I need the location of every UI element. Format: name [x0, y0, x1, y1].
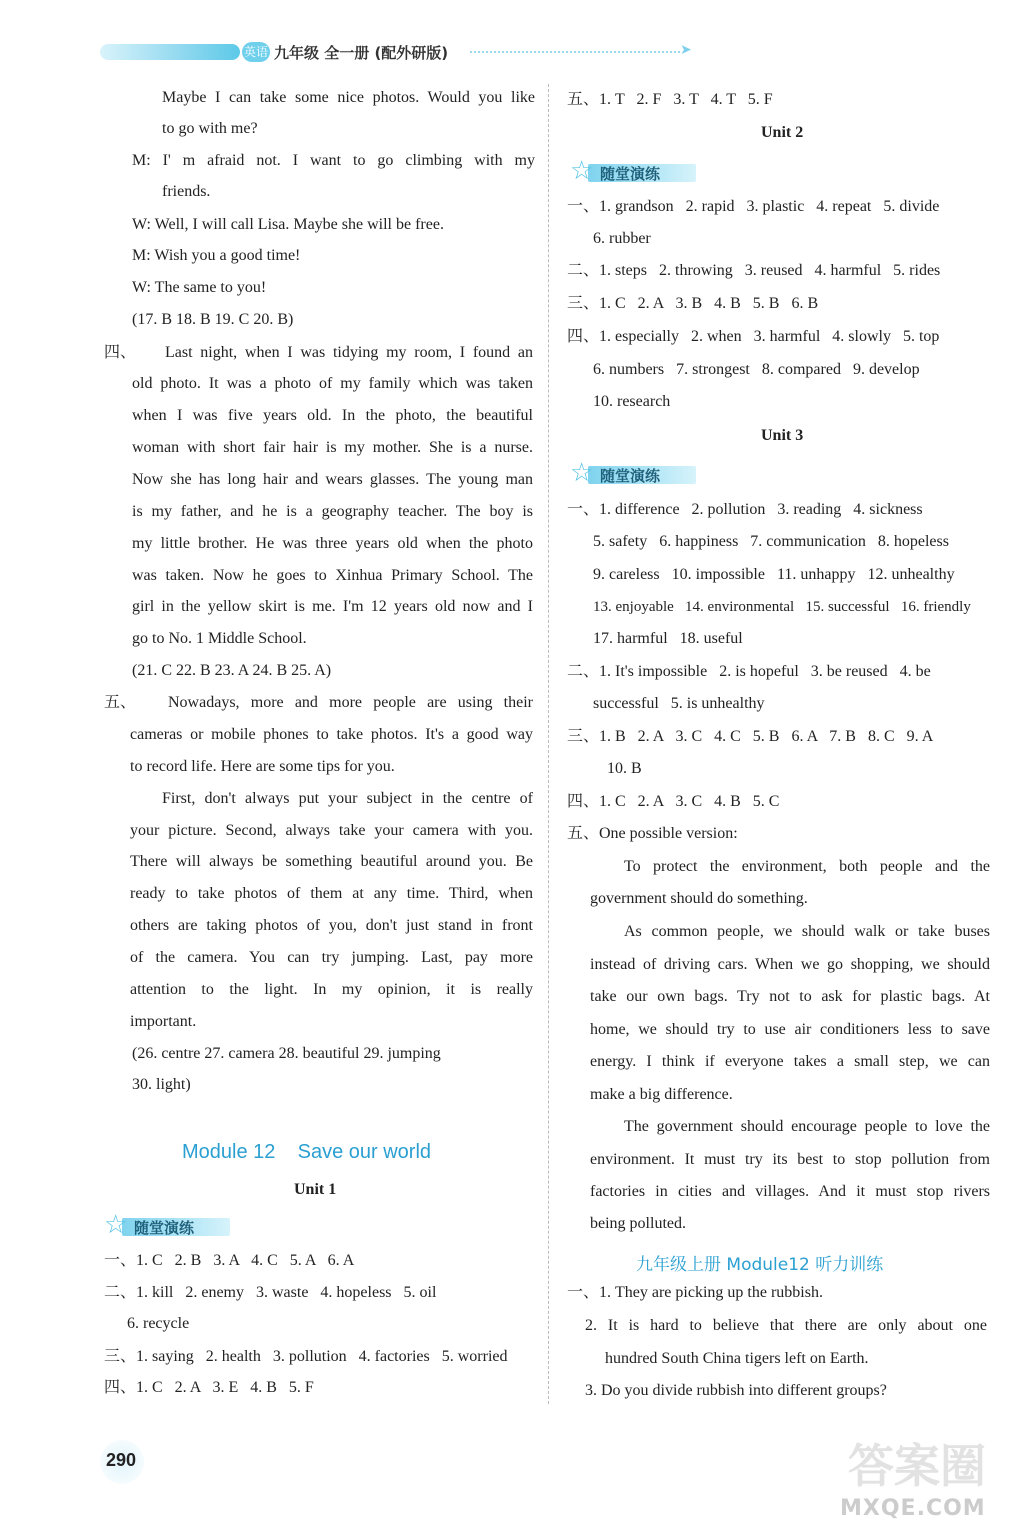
answer-line: 10. research	[593, 393, 671, 410]
header-decor-bar	[100, 44, 240, 60]
answer-line: 30. light)	[132, 1076, 191, 1093]
watermark-main: 答案圈	[848, 1439, 986, 1493]
answer-line: (21. C 22. B 23. A 24. B 25. A)	[132, 662, 332, 679]
passage-line: was taken. Now he goes to Xinhua Primary School. The	[132, 567, 533, 584]
answer-line: (17. B 18. B 19. C 20. B)	[132, 311, 294, 328]
answer-line: 10. B	[607, 760, 642, 777]
answer-line: 三、1. B 2. A 3. C 4. C 5. B 6. A 7. B 8. C 9. A	[567, 728, 934, 745]
practice-heading	[570, 158, 700, 186]
page-number: 290	[106, 1450, 137, 1470]
passage-line: to record life. Here are some tips for you.	[130, 758, 395, 775]
dialog-line: friends.	[162, 183, 211, 200]
dialog-line: to go with me?	[162, 120, 258, 137]
essay-line: home, we should try to use air conditioners less to save	[590, 1021, 990, 1038]
star-icon: ☆	[570, 458, 594, 488]
answer-line: 四、1. especially 2. when 3. harmful 4. slowly 5. top	[567, 328, 940, 345]
listening-line: 2. It is hard to believe that there are only about one	[585, 1317, 987, 1334]
practice-heading-label: 随堂演练	[600, 165, 661, 183]
passage-line: old photo. It was a photo of my family which was taken	[132, 375, 533, 392]
passage-line: woman with short fair hair is my mother. She is a nurse.	[132, 439, 533, 456]
passage-line: of the camera. You can try jumping. Last, pay more	[130, 949, 533, 966]
answer-line: 二、1. kill 2. enemy 3. waste 4. hopeless 5. oil	[104, 1284, 437, 1301]
essay-line: take our own bags. Try not to ask for plastic bags. At	[590, 988, 990, 1005]
passage-line: There will always be something beautiful around you. Be	[130, 853, 533, 870]
watermark-url: MXQE.COM	[840, 1496, 986, 1521]
listening-line: hundred South China tigers left on Earth.	[605, 1350, 869, 1367]
star-icon: ☆	[104, 1210, 128, 1240]
dialog-line: W: Well, I will call Lisa. Maybe she will be free.	[132, 216, 444, 233]
passage-line: others are taking photos of you, don't just stand in front	[130, 917, 533, 934]
answer-line: 三、1. saying 2. health 3. pollution 4. factories 5. worried	[104, 1348, 508, 1365]
dialog-line: M: I' m afraid not. I want to go climbing with my	[132, 152, 535, 169]
unit-heading: Unit 1	[294, 1181, 337, 1198]
practice-heading-label: 随堂演练	[134, 1219, 195, 1237]
star-icon: ☆	[570, 156, 594, 186]
essay-line: government should do something.	[590, 890, 808, 907]
page-header	[100, 38, 700, 68]
dialog-line: M: Wish you a good time!	[132, 247, 301, 264]
passage-line: go to No. 1 Middle School.	[132, 630, 307, 647]
answer-line: 四、1. C 2. A 3. C 4. B 5. C	[567, 793, 780, 810]
answer-line: 6. recycle	[127, 1315, 190, 1332]
essay-line: energy. I think if everyone takes a small step, we can	[590, 1053, 990, 1070]
practice-heading	[570, 460, 700, 488]
answer-line: 一、1. grandson 2. rapid 3. plastic 4. repeat 5. divide	[567, 198, 940, 215]
essay-line: factories in cities and villages. And it must stop rivers	[590, 1183, 990, 1200]
passage-line: Now she has long hair and wears glasses. The young man	[132, 471, 533, 488]
answer-line: 一、1. difference 2. pollution 3. reading 4. sickness	[567, 501, 923, 518]
passage-line: Last night, when I was tidying my room, I found an	[165, 344, 533, 361]
answer-line: 17. harmful 18. useful	[593, 630, 743, 647]
passage-line: your picture. Second, always take your camera with you.	[130, 822, 533, 839]
answer-line: 9. careless 10. impossible 11. unhappy 12. unhealthy	[593, 566, 955, 583]
passage-line: ready to take photos of them at any time. Third, when	[130, 885, 533, 902]
passage-line: when I was five years old. In the photo, the beautiful	[132, 407, 533, 424]
passage-line: Nowadays, more and more people are using their	[168, 694, 533, 711]
essay-line: To protect the environment, both people and the	[624, 858, 990, 875]
unit-heading: Unit 2	[761, 124, 804, 141]
answer-line: 五、One possible version:	[567, 825, 738, 842]
unit-heading: Unit 3	[761, 427, 804, 444]
answer-line: 一、1. C 2. B 3. A 4. C 5. A 6. A	[104, 1252, 355, 1269]
dialog-line: Maybe I can take some nice photos. Would you like	[162, 89, 535, 106]
answer-line: 二、1. It's impossible 2. is hopeful 3. be reused 4. be	[567, 663, 931, 680]
essay-line: make a big difference.	[590, 1086, 733, 1103]
essay-line: The government should encourage people to love the	[624, 1118, 990, 1135]
essay-line: environment. It must try its best to stop pollution from	[590, 1151, 990, 1168]
dialog-line: W: The same to you!	[132, 279, 267, 296]
arrow-icon: ➤	[680, 42, 692, 58]
answer-line: successful 5. is unhealthy	[593, 695, 765, 712]
header-dotted-line	[470, 51, 680, 53]
passage-line: attention to the light. In my opinion, it is really	[130, 981, 533, 998]
watermark-logo	[840, 1430, 1015, 1530]
answer-line: (26. centre 27. camera 28. beautiful 29. jumping	[132, 1045, 441, 1062]
essay-line: being polluted.	[590, 1215, 686, 1232]
listening-title: 九年级上册 Module12 听力训练	[636, 1255, 884, 1275]
answer-line: 13. enjoyable 14. environmental 15. successful 16. friendly	[593, 599, 971, 615]
section-mark: 四、	[104, 344, 137, 361]
listening-line: 一、1. They are picking up the rubbish.	[567, 1284, 823, 1301]
passage-line: important.	[130, 1013, 197, 1030]
answer-line: 6. rubber	[593, 230, 651, 247]
passage-line: my little brother. He was three years old when the photo	[132, 535, 533, 552]
essay-line: instead of driving cars. When we go shopping, we should	[590, 956, 990, 973]
answer-line: 四、1. C 2. A 3. E 4. B 5. F	[104, 1379, 314, 1396]
answer-line: 二、1. steps 2. throwing 3. reused 4. harmful 5. rides	[567, 262, 941, 279]
practice-heading-label: 随堂演练	[600, 467, 661, 485]
passage-line: cameras or mobile phones to take photos. It's a good way	[130, 726, 533, 743]
passage-line: is my father, and he is a geography teacher. The boy is	[132, 503, 533, 520]
essay-line: As common people, we should walk or take buses	[624, 923, 990, 940]
column-divider	[548, 84, 549, 1404]
subject-badge: 英语	[242, 42, 270, 62]
passage-line: First, don't always put your subject in the centre of	[162, 790, 533, 807]
answer-line: 三、1. C 2. A 3. B 4. B 5. B 6. B	[567, 295, 819, 312]
module-title: Module 12 Save our world	[182, 1141, 432, 1163]
section-mark: 五、	[104, 694, 137, 711]
answer-line: 五、1. T 2. F 3. T 4. T 5. F	[567, 91, 773, 108]
listening-line: 3. Do you divide rubbish into different groups?	[585, 1382, 887, 1399]
passage-line: girl in the yellow skirt is me. I'm 12 years old now and I	[132, 598, 533, 615]
answer-line: 6. numbers 7. strongest 8. compared 9. develop	[593, 361, 920, 378]
answer-line: 5. safety 6. happiness 7. communication 8. hopeless	[593, 533, 949, 550]
header-title: 九年级 全一册 (配外研版)	[274, 44, 449, 62]
practice-heading	[104, 1212, 234, 1240]
